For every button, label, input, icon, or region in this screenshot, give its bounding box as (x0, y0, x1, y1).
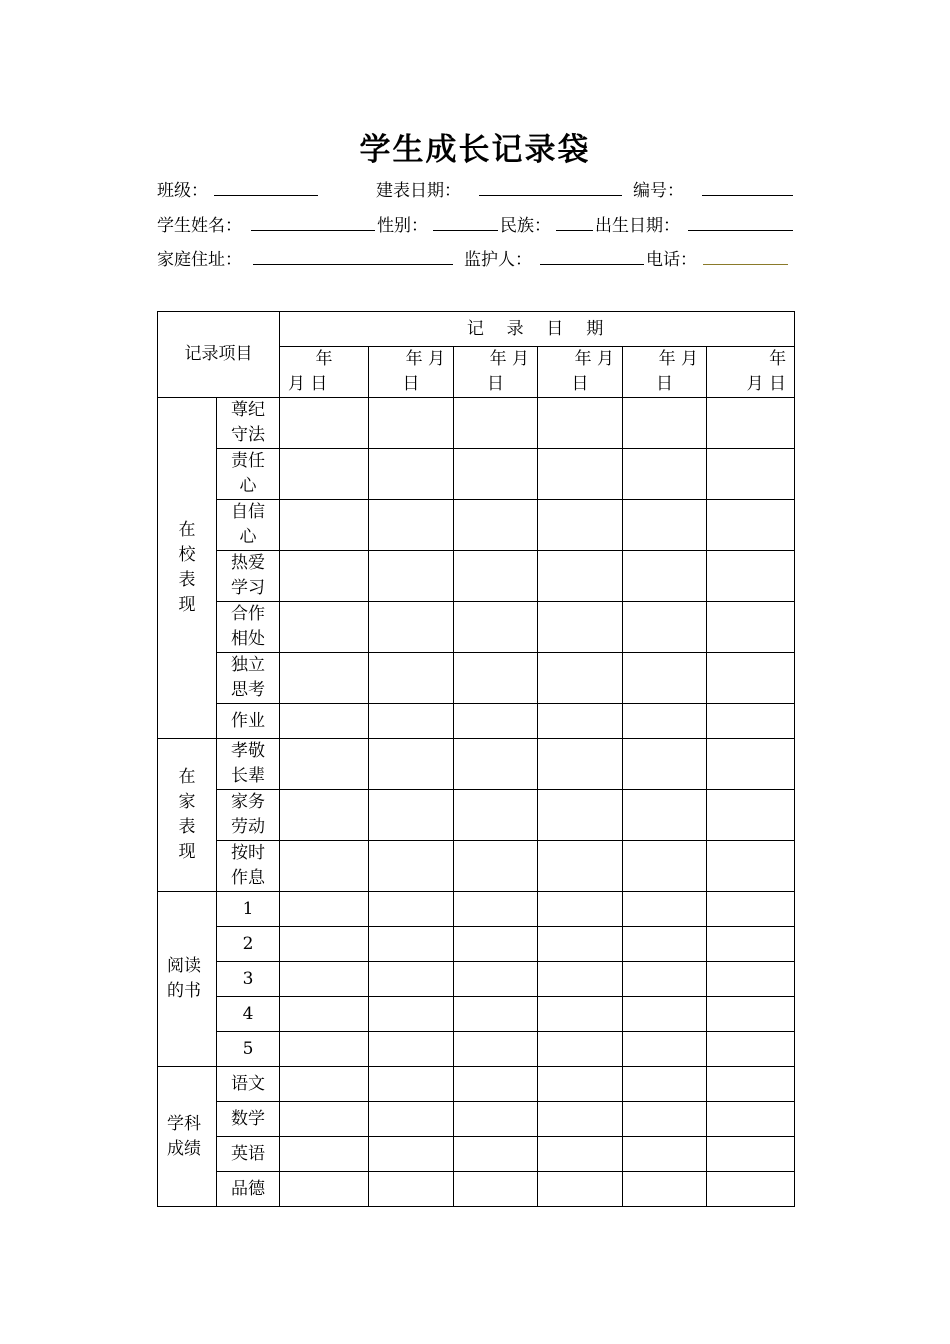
record-entry-cell[interactable] (454, 1102, 538, 1137)
record-entry-cell[interactable] (538, 1067, 623, 1102)
table-row (158, 739, 795, 790)
table-row (158, 1067, 795, 1102)
record-item-text: 语文 (231, 1073, 265, 1094)
record-entry-cell[interactable] (280, 500, 369, 551)
record-entry-cell[interactable] (280, 790, 369, 841)
date-header-line-1: 年 月 (405, 349, 445, 369)
record-item-label (217, 1102, 280, 1137)
record-entry-cell[interactable] (280, 739, 369, 790)
record-entry-cell[interactable] (280, 841, 369, 892)
record-entry-cell[interactable] (280, 449, 369, 500)
record-entry-cell[interactable] (623, 841, 707, 892)
record-entry-cell[interactable] (454, 790, 538, 841)
record-entry-cell[interactable] (369, 1102, 454, 1137)
header-line-3 (157, 245, 797, 269)
record-entry-cell[interactable] (280, 704, 369, 739)
record-entry-cell[interactable] (369, 1172, 454, 1207)
group-home-performance (158, 739, 217, 892)
record-entry-cell[interactable] (538, 927, 623, 962)
record-date-header (280, 312, 795, 347)
group-label: 在校表现 (178, 520, 196, 615)
record-entry-cell[interactable] (707, 962, 795, 997)
record-entry-cell[interactable] (369, 962, 454, 997)
record-entry-cell[interactable] (707, 449, 795, 500)
record-item-label (217, 962, 280, 997)
record-item-label (217, 892, 280, 927)
record-entry-cell[interactable] (369, 739, 454, 790)
class-field[interactable] (214, 176, 318, 196)
record-entry-cell[interactable] (369, 704, 454, 739)
record-item-label (217, 1137, 280, 1172)
table-row (158, 997, 795, 1032)
record-item-text: 5 (242, 1038, 254, 1059)
record-item-label (217, 841, 280, 892)
header-line-2 (157, 211, 797, 235)
record-entry-cell[interactable] (369, 1032, 454, 1067)
table-row (158, 653, 795, 704)
record-entry-cell[interactable] (280, 551, 369, 602)
record-entry-cell[interactable] (538, 500, 623, 551)
record-item-label (217, 790, 280, 841)
record-entry-cell[interactable] (707, 997, 795, 1032)
record-entry-cell[interactable] (623, 551, 707, 602)
date-column-header (538, 347, 623, 398)
record-entry-cell[interactable] (707, 1137, 795, 1172)
record-entry-cell[interactable] (454, 1067, 538, 1102)
record-item-label (217, 1172, 280, 1207)
class-label: 班级： (157, 181, 208, 201)
record-entry-cell[interactable] (623, 739, 707, 790)
record-entry-cell[interactable] (454, 1137, 538, 1172)
record-entry-cell[interactable] (369, 551, 454, 602)
table-row (158, 704, 795, 739)
record-entry-cell[interactable] (623, 500, 707, 551)
table-row (158, 449, 795, 500)
number-label: 编号： (633, 181, 684, 201)
record-entry-cell[interactable] (280, 1067, 369, 1102)
group-label: 学科成绩 (167, 1113, 201, 1159)
date-header-line-1: 年 月 (574, 349, 614, 369)
record-entry-cell[interactable] (538, 602, 623, 653)
page-title: 学生成长记录袋 (359, 132, 591, 168)
record-entry-cell[interactable] (280, 1137, 369, 1172)
record-item-label (217, 739, 280, 790)
record-entry-cell[interactable] (369, 449, 454, 500)
record-item-label (217, 653, 280, 704)
record-item-label (217, 1067, 280, 1102)
student-name-label: 学生姓名： (157, 216, 242, 236)
number-field[interactable] (702, 176, 793, 196)
record-entry-cell[interactable] (538, 1137, 623, 1172)
record-item-label (217, 927, 280, 962)
table-row (158, 1172, 795, 1207)
table-row (158, 500, 795, 551)
record-entry-cell[interactable] (454, 997, 538, 1032)
record-item-label (217, 704, 280, 739)
date-column-header (623, 347, 707, 398)
record-entry-cell[interactable] (707, 927, 795, 962)
record-entry-cell[interactable] (538, 1102, 623, 1137)
date-header-line-1: 年 月 (489, 349, 529, 369)
record-entry-cell[interactable] (707, 1172, 795, 1207)
table-row (158, 1137, 795, 1172)
date-header-line-2: 日 (571, 374, 589, 394)
record-item-text: 责任心 (231, 451, 265, 496)
date-column-header (280, 347, 369, 398)
record-item-text: 按时作息 (231, 843, 265, 888)
record-date-header-text: 记 录 日 期 (466, 318, 608, 339)
record-item-text: 4 (242, 1003, 254, 1024)
ethnicity-label: 民族： (500, 216, 551, 236)
record-entry-cell[interactable] (280, 1032, 369, 1067)
record-entry-cell[interactable] (707, 892, 795, 927)
record-item-text: 自信心 (231, 502, 265, 547)
guardian-field[interactable] (540, 245, 644, 265)
record-entry-cell[interactable] (369, 398, 454, 449)
record-entry-cell[interactable] (623, 790, 707, 841)
ethnicity-field[interactable] (556, 211, 593, 231)
record-entry-cell[interactable] (707, 1067, 795, 1102)
gender-label: 性别： (377, 216, 428, 236)
create-date-field[interactable] (479, 176, 622, 196)
group-label: 阅读的书 (167, 956, 201, 1001)
table-row (158, 398, 795, 449)
record-entry-cell[interactable] (707, 398, 795, 449)
date-header-line-2: 月 日 (288, 374, 328, 394)
record-item-label (217, 551, 280, 602)
gender-field[interactable] (433, 211, 498, 231)
table-row (158, 962, 795, 997)
record-entry-cell[interactable] (454, 841, 538, 892)
record-entry-cell[interactable] (454, 1032, 538, 1067)
record-entry-cell[interactable] (369, 892, 454, 927)
record-entry-cell[interactable] (454, 892, 538, 927)
record-item-text: 独立思考 (231, 655, 265, 700)
record-entry-cell[interactable] (623, 398, 707, 449)
table-row (158, 841, 795, 892)
record-item-text: 尊纪守法 (231, 400, 265, 445)
phone-field[interactable] (703, 245, 788, 265)
record-entry-cell[interactable] (369, 602, 454, 653)
address-field[interactable] (253, 245, 453, 265)
record-entry-cell[interactable] (623, 704, 707, 739)
record-entry-cell[interactable] (623, 1032, 707, 1067)
record-entry-cell[interactable] (538, 449, 623, 500)
phone-label: 电话： (646, 250, 697, 270)
group-reading (158, 892, 217, 1067)
date-column-header (454, 347, 538, 398)
table-row (158, 602, 795, 653)
record-entry-cell[interactable] (454, 1172, 538, 1207)
record-item-text: 英语 (231, 1143, 265, 1164)
record-item-text: 合作相处 (231, 604, 265, 649)
record-entry-cell[interactable] (454, 551, 538, 602)
date-column-header (369, 347, 454, 398)
group-school-performance (158, 398, 217, 739)
record-entry-cell[interactable] (538, 892, 623, 927)
record-entry-cell[interactable] (538, 739, 623, 790)
record-entry-cell[interactable] (538, 551, 623, 602)
record-entry-cell[interactable] (623, 962, 707, 997)
record-entry-cell[interactable] (623, 892, 707, 927)
record-entry-cell[interactable] (369, 927, 454, 962)
date-column-header (707, 347, 795, 398)
student-name-field[interactable] (251, 211, 375, 231)
record-item-text: 热爱学习 (231, 553, 265, 598)
record-entry-cell[interactable] (454, 602, 538, 653)
record-entry-cell[interactable] (707, 704, 795, 739)
address-label: 家庭住址： (157, 250, 242, 270)
record-entry-cell[interactable] (369, 790, 454, 841)
record-entry-cell[interactable] (369, 500, 454, 551)
record-entry-cell[interactable] (538, 1172, 623, 1207)
record-entry-cell[interactable] (623, 653, 707, 704)
record-entry-cell[interactable] (538, 653, 623, 704)
date-header-line-2: 日 (402, 374, 420, 394)
record-entry-cell[interactable] (538, 1032, 623, 1067)
date-header-line-2: 日 (656, 374, 673, 394)
record-entry-cell[interactable] (280, 1172, 369, 1207)
record-item-label (217, 398, 280, 449)
record-entry-cell[interactable] (623, 1172, 707, 1207)
record-entry-cell[interactable] (454, 653, 538, 704)
record-entry-cell[interactable] (538, 790, 623, 841)
record-entry-cell[interactable] (280, 602, 369, 653)
record-entry-cell[interactable] (369, 653, 454, 704)
group-subject-grades (158, 1067, 217, 1207)
record-entry-cell[interactable] (538, 997, 623, 1032)
date-header-line-1: 年 月 (658, 349, 698, 369)
table-row (158, 1102, 795, 1137)
record-item-label (217, 449, 280, 500)
record-entry-cell[interactable] (454, 398, 538, 449)
create-date-label: 建表日期： (376, 181, 461, 201)
record-entry-cell[interactable] (454, 704, 538, 739)
record-entry-cell[interactable] (707, 653, 795, 704)
record-entry-cell[interactable] (538, 704, 623, 739)
record-entry-cell[interactable] (454, 500, 538, 551)
birth-date-label: 出生日期： (595, 216, 680, 236)
table-row (158, 790, 795, 841)
record-entry-cell[interactable] (707, 1032, 795, 1067)
record-item-text: 孝敬长辈 (231, 741, 265, 786)
record-entry-cell[interactable] (623, 927, 707, 962)
record-entry-cell[interactable] (623, 449, 707, 500)
record-entry-cell[interactable] (538, 398, 623, 449)
record-item-text: 1 (242, 898, 254, 919)
group-label: 在家表现 (178, 767, 196, 862)
record-entry-cell[interactable] (454, 449, 538, 500)
record-entry-cell[interactable] (707, 739, 795, 790)
record-item-text: 3 (242, 968, 254, 989)
record-entry-cell[interactable] (707, 551, 795, 602)
record-entry-cell[interactable] (707, 602, 795, 653)
record-entry-cell[interactable] (623, 1067, 707, 1102)
record-entry-cell[interactable] (280, 653, 369, 704)
table-row (158, 892, 795, 927)
record-item-header: 记录项目 (158, 312, 280, 398)
record-item-text: 作业 (231, 710, 265, 731)
birth-date-field[interactable] (688, 211, 793, 231)
date-header-line-1: 年 (315, 349, 333, 369)
record-entry-cell[interactable] (369, 997, 454, 1032)
record-item-label (217, 1032, 280, 1067)
record-item-text: 数学 (231, 1108, 265, 1129)
date-header-line-1: 年 (769, 349, 787, 369)
record-entry-cell[interactable] (369, 1067, 454, 1102)
table-row (158, 551, 795, 602)
record-entry-cell[interactable] (707, 500, 795, 551)
record-item-label (217, 602, 280, 653)
record-entry-cell[interactable] (280, 927, 369, 962)
record-entry-cell[interactable] (707, 841, 795, 892)
record-item-label (217, 500, 280, 551)
record-entry-cell[interactable] (454, 927, 538, 962)
record-entry-cell[interactable] (538, 962, 623, 997)
record-entry-cell[interactable] (454, 739, 538, 790)
record-entry-cell[interactable] (280, 997, 369, 1032)
record-entry-cell[interactable] (623, 1102, 707, 1137)
record-item-text: 家务劳动 (231, 792, 265, 837)
record-entry-cell[interactable] (623, 997, 707, 1032)
record-entry-cell[interactable] (280, 1102, 369, 1137)
record-entry-cell[interactable] (369, 1137, 454, 1172)
date-header-line-2: 日 (487, 374, 504, 394)
record-entry-cell[interactable] (623, 602, 707, 653)
header-line-1 (157, 176, 797, 200)
record-item-text: 2 (242, 933, 254, 954)
record-entry-cell[interactable] (707, 790, 795, 841)
table-row (158, 927, 795, 962)
record-entry-cell[interactable] (707, 1102, 795, 1137)
record-entry-cell[interactable] (369, 841, 454, 892)
record-item-label (217, 997, 280, 1032)
record-entry-cell[interactable] (454, 962, 538, 997)
guardian-label: 监护人： (464, 250, 532, 270)
table-row (158, 1032, 795, 1067)
date-header-line-2: 月 日 (746, 374, 787, 394)
record-entry-cell[interactable] (538, 841, 623, 892)
record-table (157, 311, 795, 1207)
record-item-text: 品德 (231, 1178, 265, 1199)
record-entry-cell[interactable] (280, 398, 369, 449)
record-entry-cell[interactable] (280, 962, 369, 997)
record-entry-cell[interactable] (623, 1137, 707, 1172)
record-entry-cell[interactable] (280, 892, 369, 927)
